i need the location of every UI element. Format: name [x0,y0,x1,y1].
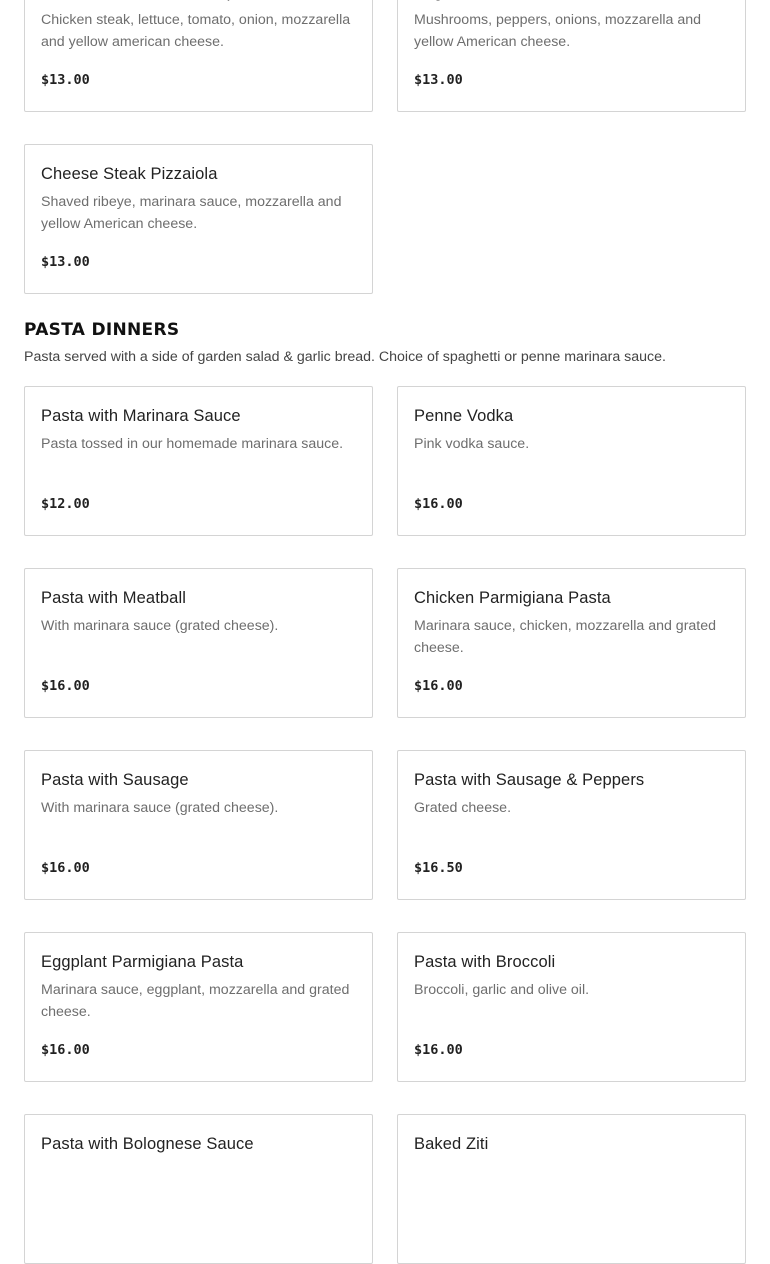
menu-item-name: Pasta with Sausage [41,771,189,789]
menu-item-name: Pasta with Meatball [41,589,186,607]
cheesesteak-grid [24,0,746,294]
menu-item-name: Pasta with Sausage & Peppers [414,771,645,789]
menu-item-name: Baked Ziti [414,1135,489,1153]
menu-item-price: $16.00 [414,1042,463,1058]
menu-item-card[interactable] [397,932,746,1082]
menu-item-name: Eggplant Parmigiana Pasta [41,953,244,971]
menu-item-description: Chicken steak, lettuce, tomato, onion, mozzarella and yellow american cheese. [41,12,351,50]
menu-item-price: $12.00 [41,496,90,512]
menu-item-name: Pasta with Broccoli [414,953,556,971]
menu-item-card[interactable] [24,932,373,1082]
menu-item-name [414,0,729,2]
section-subtitle: Pasta served with a side of garden salad & garlic bread. Choice of spaghetti or penne marinara sauce. [24,349,666,365]
menu-item-price: $13.00 [414,72,463,88]
menu-item-card[interactable] [24,386,373,536]
menu-item-description: Broccoli, garlic and olive oil. [414,982,590,998]
menu-page [24,0,746,1264]
menu-item-name: Pasta with Bolognese Sauce [41,1135,254,1153]
menu-item-card[interactable] [24,750,373,900]
menu-item-description: Pink vodka sauce. [414,436,530,452]
menu-item-price: $13.00 [41,254,90,270]
menu-item-name: Cheese Steak Pizzaiola [41,165,218,183]
menu-item-price: $16.00 [41,860,90,876]
menu-item-price: $16.00 [41,678,90,694]
menu-item-card[interactable] [397,1114,746,1264]
menu-item-card[interactable] [24,0,373,112]
menu-item-name: Pasta with Marinara Sauce [41,407,241,425]
menu-item-card[interactable] [397,750,746,900]
menu-item-description: With marinara sauce (grated cheese). [41,618,279,634]
menu-item-card[interactable] [397,0,746,112]
menu-item-price: $16.00 [414,678,463,694]
pasta-section-header [24,320,746,368]
menu-item-card[interactable] [397,386,746,536]
menu-item-card[interactable] [24,1114,373,1264]
menu-item-name: Penne Vodka [414,407,514,425]
menu-item-name [41,0,356,2]
menu-item-description: Marinara sauce, eggplant, mozzarella and grated cheese. [41,982,350,1020]
menu-item-price: $16.00 [414,496,463,512]
menu-item-description: Mushrooms, peppers, onions, mozzarella and yellow American cheese. [414,12,702,50]
section-title: PASTA DINNERS [24,320,180,340]
menu-item-description: Marinara sauce, chicken, mozzarella and grated cheese. [414,618,717,656]
menu-item-card[interactable] [24,568,373,718]
menu-item-price: $13.00 [41,72,90,88]
menu-item-card[interactable] [397,568,746,718]
menu-item-card[interactable] [24,144,373,294]
menu-item-description: With marinara sauce (grated cheese). [41,800,279,816]
menu-item-price: $16.50 [414,860,463,876]
menu-item-description: Shaved ribeye, marinara sauce, mozzarella and yellow American cheese. [41,194,342,232]
menu-item-price: $16.00 [41,1042,90,1058]
menu-item-description: Grated cheese. [414,800,512,816]
pasta-grid [24,386,746,1264]
menu-item-name: Chicken Parmigiana Pasta [414,589,611,607]
menu-item-description: Pasta tossed in our homemade marinara sauce. [41,436,344,452]
